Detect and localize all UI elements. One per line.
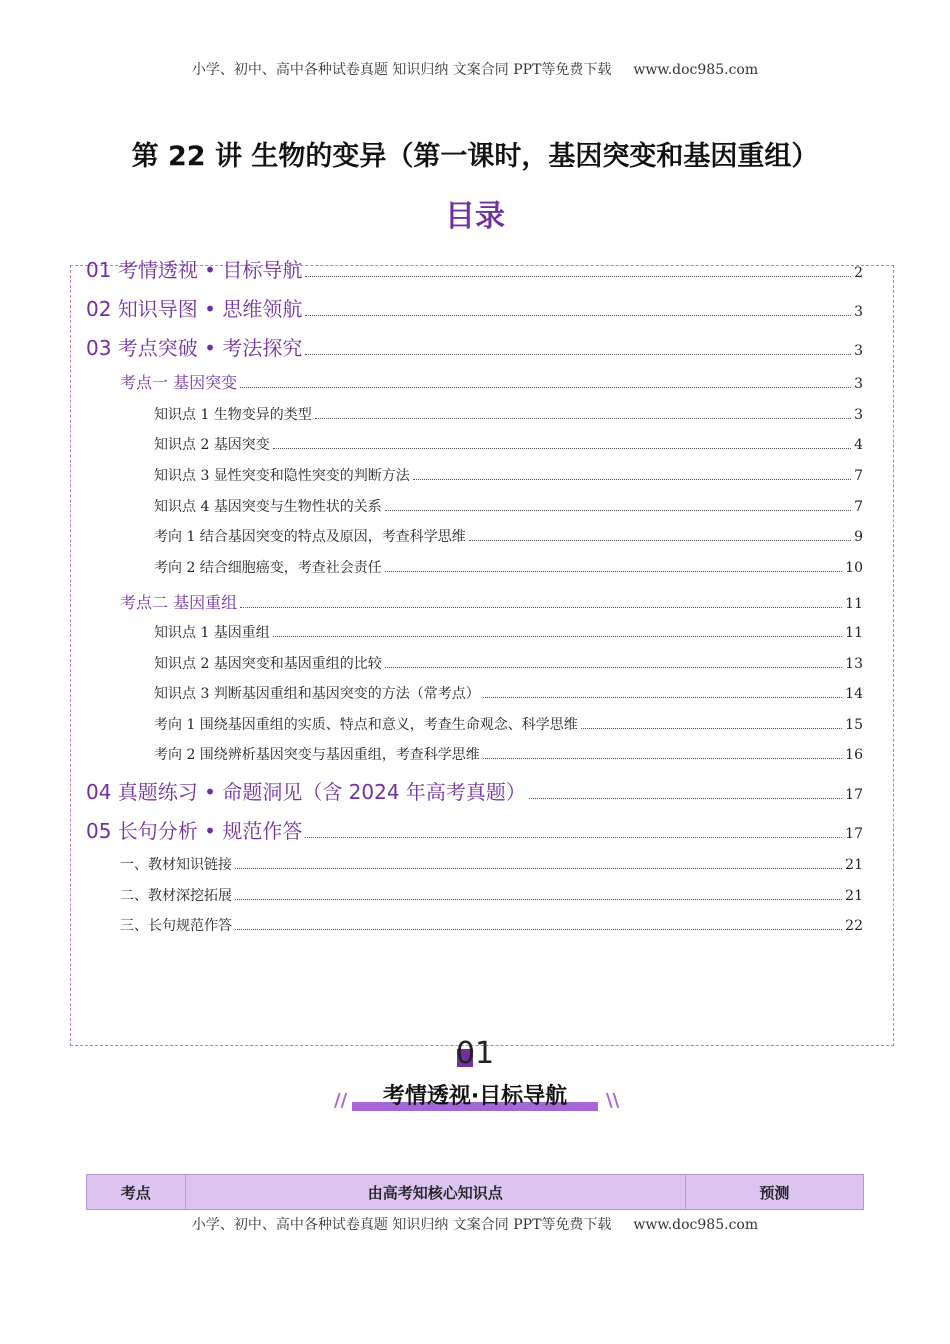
header-text: 小学、初中、高中各种试卷真题 知识归纳 文案合同 PPT等免费下载	[191, 62, 612, 78]
footer-text: 小学、初中、高中各种试卷真题 知识归纳 文案合同 PPT等免费下载	[191, 1217, 612, 1233]
toc-entry-zhishidian-1[interactable]	[154, 404, 863, 424]
table-header-cell: 由高考知核心知识点	[185, 1175, 685, 1210]
slash-decoration-right: \\	[606, 1090, 620, 1111]
toc-entry-page: 9	[854, 529, 863, 545]
toc-leader	[273, 636, 842, 637]
table-header-row	[87, 1175, 864, 1210]
toc-leader	[240, 387, 851, 388]
toc-entry-kaodian-1[interactable]	[120, 370, 863, 393]
toc-leader	[305, 354, 851, 355]
toc-entry-page: 21	[845, 857, 863, 873]
page-footer	[0, 1214, 950, 1234]
toc-entry-page: 14	[845, 686, 863, 702]
toc-entry-02[interactable]	[86, 293, 863, 322]
toc-leader	[305, 276, 851, 277]
toc-entry-zhishidian-2-3[interactable]	[154, 683, 863, 703]
toc-entry-label: 二、教材深挖拓展	[120, 888, 232, 904]
toc-entry-03[interactable]	[86, 332, 863, 361]
toc-entry-page: 10	[845, 560, 863, 576]
toc-entry-sub-3[interactable]	[120, 915, 863, 935]
toc-entry-label: 知识点 2 基因突变和基因重组的比较	[154, 656, 382, 672]
toc-entry-label: 考向 2 围绕辨析基因突变与基因重组，考查科学思维	[154, 747, 480, 763]
toc-entry-page: 13	[845, 656, 863, 672]
toc-entry-label: 知识点 1 基因重组	[154, 625, 270, 641]
toc-entry-label: 考点一 基因突变	[120, 373, 238, 392]
document-title: 第 22 讲 生物的变异（第一课时，基因突变和基因重组）	[131, 141, 819, 172]
toc-entry-label: 03 考点突破 • 考法探究	[86, 336, 303, 360]
toc-leader	[273, 448, 851, 449]
toc-entry-label: 知识点 2 基因突变	[154, 437, 270, 453]
toc-leader	[315, 418, 851, 419]
toc-leader	[235, 868, 842, 869]
footer-url[interactable]: www.doc985.com	[633, 1217, 759, 1233]
toc-entry-zhishidian-2-1[interactable]	[154, 622, 863, 642]
toc-leader	[385, 667, 842, 668]
toc-entry-zhishidian-4[interactable]	[154, 496, 863, 516]
toc-entry-page: 22	[845, 918, 863, 934]
toc-entry-page: 16	[845, 747, 863, 763]
table-header-cell: 考点	[87, 1175, 186, 1210]
toc-leader	[235, 899, 842, 900]
toc-entry-page: 21	[845, 888, 863, 904]
toc-entry-label: 知识点 4 基因突变与生物性状的关系	[154, 499, 382, 515]
section-number: 01	[455, 1036, 495, 1071]
toc-entry-label: 知识点 3 判断基因重组和基因突变的方法（常考点）	[154, 686, 480, 702]
toc-entry-page: 17	[845, 787, 863, 803]
toc-entry-page: 3	[854, 407, 863, 423]
section-title: 考情透视·目标导航	[382, 1084, 568, 1109]
toc-heading: 目录	[445, 199, 505, 234]
toc-entry-page: 3	[854, 376, 863, 392]
toc-leader	[305, 315, 851, 316]
toc-entry-page: 17	[845, 826, 863, 842]
toc-entry-label: 04 真题练习 • 命题洞见（含 2024 年高考真题）	[86, 780, 526, 804]
page-header	[0, 59, 950, 79]
toc-entry-label: 考向 2 结合细胞癌变，考查社会责任	[154, 560, 382, 576]
toc-entry-page: 2	[854, 265, 863, 281]
toc-entry-kaoxiang-2[interactable]	[154, 557, 863, 577]
toc-entry-label: 一、教材知识链接	[120, 857, 232, 873]
toc-leader	[581, 728, 842, 729]
toc-entry-label: 知识点 3 显性突变和隐性突变的判断方法	[154, 468, 410, 484]
toc-entry-page: 7	[854, 499, 863, 515]
toc-entry-page: 15	[845, 717, 863, 733]
toc-leader	[469, 540, 851, 541]
toc-leader	[385, 571, 842, 572]
toc-entry-page: 4	[854, 437, 863, 453]
toc-entry-label: 05 长句分析 • 规范作答	[86, 819, 303, 843]
header-url[interactable]: www.doc985.com	[633, 62, 759, 78]
toc-entry-kaoxiang-2-2[interactable]	[154, 744, 863, 764]
toc-entry-page: 3	[854, 304, 863, 320]
toc-entry-label: 考向 1 结合基因突变的特点及原因，考查科学思维	[154, 529, 466, 545]
toc-entry-page: 11	[845, 596, 863, 612]
toc-entry-label: 考点二 基因重组	[120, 593, 238, 612]
toc-entry-label: 01 考情透视 • 目标导航	[86, 258, 303, 282]
toc-entry-01[interactable]	[86, 254, 863, 283]
toc-entry-page: 7	[854, 468, 863, 484]
toc-leader	[305, 837, 842, 838]
toc-leader	[385, 510, 851, 511]
toc-leader	[413, 479, 851, 480]
toc-entry-page: 3	[854, 343, 863, 359]
toc-entry-kaoxiang-2-1[interactable]	[154, 714, 863, 734]
table-header-cell: 预测	[685, 1175, 863, 1210]
toc-entry-05[interactable]	[86, 815, 863, 844]
toc-entry-kaoxiang-1[interactable]	[154, 526, 863, 546]
exam-table	[86, 1174, 864, 1210]
toc-leader	[235, 929, 842, 930]
slash-decoration-left: //	[334, 1090, 348, 1111]
toc-leader	[483, 758, 842, 759]
toc-entry-zhishidian-3[interactable]	[154, 465, 863, 485]
toc-entry-04[interactable]	[86, 776, 863, 805]
toc-entry-sub-2[interactable]	[120, 885, 863, 905]
toc-leader	[240, 607, 842, 608]
toc-entry-label: 三、长句规范作答	[120, 918, 232, 934]
toc-entry-label: 知识点 1 生物变异的类型	[154, 407, 312, 423]
toc-entry-label: 考向 1 围绕基因重组的实质、特点和意义，考查生命观念、科学思维	[154, 717, 578, 733]
toc-entry-sub-1[interactable]	[120, 854, 863, 874]
toc-entry-label: 02 知识导图 • 思维领航	[86, 297, 303, 321]
toc-entry-zhishidian-2[interactable]	[154, 434, 863, 454]
toc-entry-kaodian-2[interactable]	[120, 590, 863, 613]
toc-leader	[529, 798, 842, 799]
toc-leader	[483, 697, 842, 698]
toc-entry-zhishidian-2-2[interactable]	[154, 653, 863, 673]
toc-entry-page: 11	[845, 625, 863, 641]
